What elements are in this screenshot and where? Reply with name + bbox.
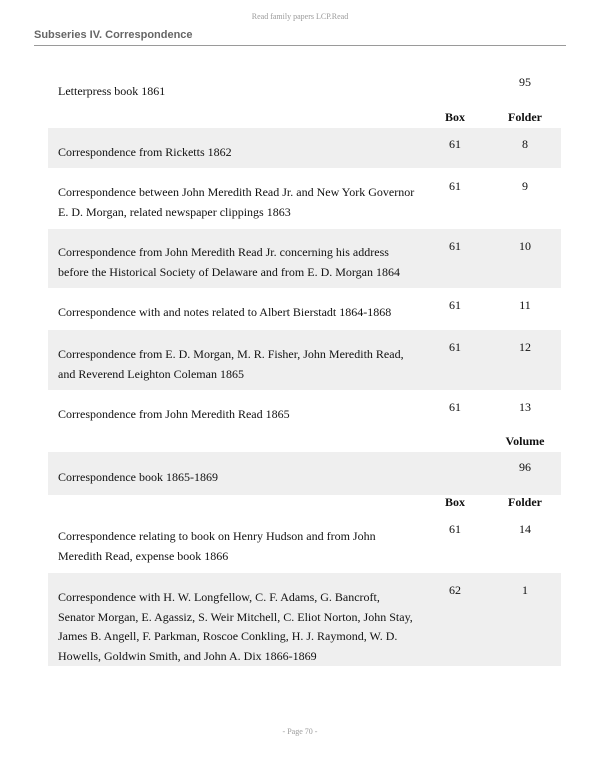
table-row bbox=[48, 512, 561, 573]
column-header-box: Box bbox=[444, 110, 465, 124]
box-number: 62 bbox=[449, 583, 461, 597]
column-header-volume: Volume bbox=[505, 434, 545, 448]
box-number: 61 bbox=[449, 239, 461, 253]
box-number: 61 bbox=[449, 137, 461, 151]
table-row bbox=[48, 288, 561, 330]
folder-number: 14 bbox=[519, 522, 531, 536]
folder-number: 8 bbox=[522, 137, 528, 151]
folder-number: 11 bbox=[519, 298, 531, 312]
volume-number: 95 bbox=[519, 75, 531, 89]
folder-number: 10 bbox=[519, 239, 531, 253]
table-row bbox=[48, 229, 561, 288]
box-number: 61 bbox=[449, 340, 461, 354]
running-head: Read family papers LCP.Read bbox=[251, 12, 349, 21]
folder-number: 13 bbox=[519, 400, 531, 414]
item-description: Correspondence from Ricketts 1862 bbox=[58, 145, 232, 159]
table-row bbox=[48, 390, 561, 432]
item-description: Correspondence from John Meredith Read 1865 bbox=[58, 407, 290, 421]
table-row bbox=[48, 330, 561, 390]
table-row bbox=[48, 168, 561, 229]
box-number: 61 bbox=[449, 298, 461, 312]
volume-row-correspondence-book bbox=[48, 452, 561, 495]
box-number: 61 bbox=[449, 179, 461, 193]
volume-number: 96 bbox=[519, 460, 531, 474]
volume-title: Letterpress book 1861 bbox=[58, 84, 166, 98]
folder-number: 12 bbox=[519, 340, 531, 354]
item-description: Correspondence with and notes related to Albert Bierstadt 1864-1868 bbox=[58, 305, 392, 319]
item-description: Correspondence between John Meredith Read Jr. and New York Governor E. D. Morgan, related newspaper clippings 1863 bbox=[58, 185, 415, 219]
box-number: 61 bbox=[449, 522, 461, 536]
header-rule bbox=[34, 45, 566, 46]
item-description: Correspondence from John Meredith Read Jr. concerning his address before the Historical Society of Delaware and from E. D. Morgan 1864 bbox=[58, 245, 401, 279]
volume-row-letterpress bbox=[48, 70, 561, 110]
volume-title: Correspondence book 1865-1869 bbox=[58, 470, 218, 484]
folder-number: 9 bbox=[522, 179, 528, 193]
column-header-folder: Folder bbox=[508, 495, 542, 509]
table-row bbox=[48, 573, 561, 666]
box-number: 61 bbox=[449, 400, 461, 414]
column-header-box: Box bbox=[444, 495, 465, 509]
subseries-title: Subseries IV. Correspondence bbox=[34, 29, 193, 41]
item-description: Correspondence relating to book on Henry Hudson and from John Meredith Read, expense book 1866 bbox=[58, 529, 376, 563]
folder-number: 1 bbox=[522, 583, 528, 597]
page-number: - Page 70 - bbox=[282, 727, 318, 736]
column-header-folder: Folder bbox=[508, 110, 542, 124]
table-row bbox=[48, 128, 561, 168]
item-description: Correspondence from E. D. Morgan, M. R. Fisher, John Meredith Read, and Reverend Leighton Coleman 1865 bbox=[58, 347, 404, 381]
item-description: Correspondence with H. W. Longfellow, C. F. Adams, G. Bancroft, Senator Morgan, E. Agassiz, S. Weir Mitchell, C. Eliot Norton, John Stay, James B. Angell, F. Parkman, Roscoe Conkling, H. J. Raymond, W. D. Howells, Goldwin Smith, and John A. Dix 1866-1869 bbox=[58, 590, 413, 663]
